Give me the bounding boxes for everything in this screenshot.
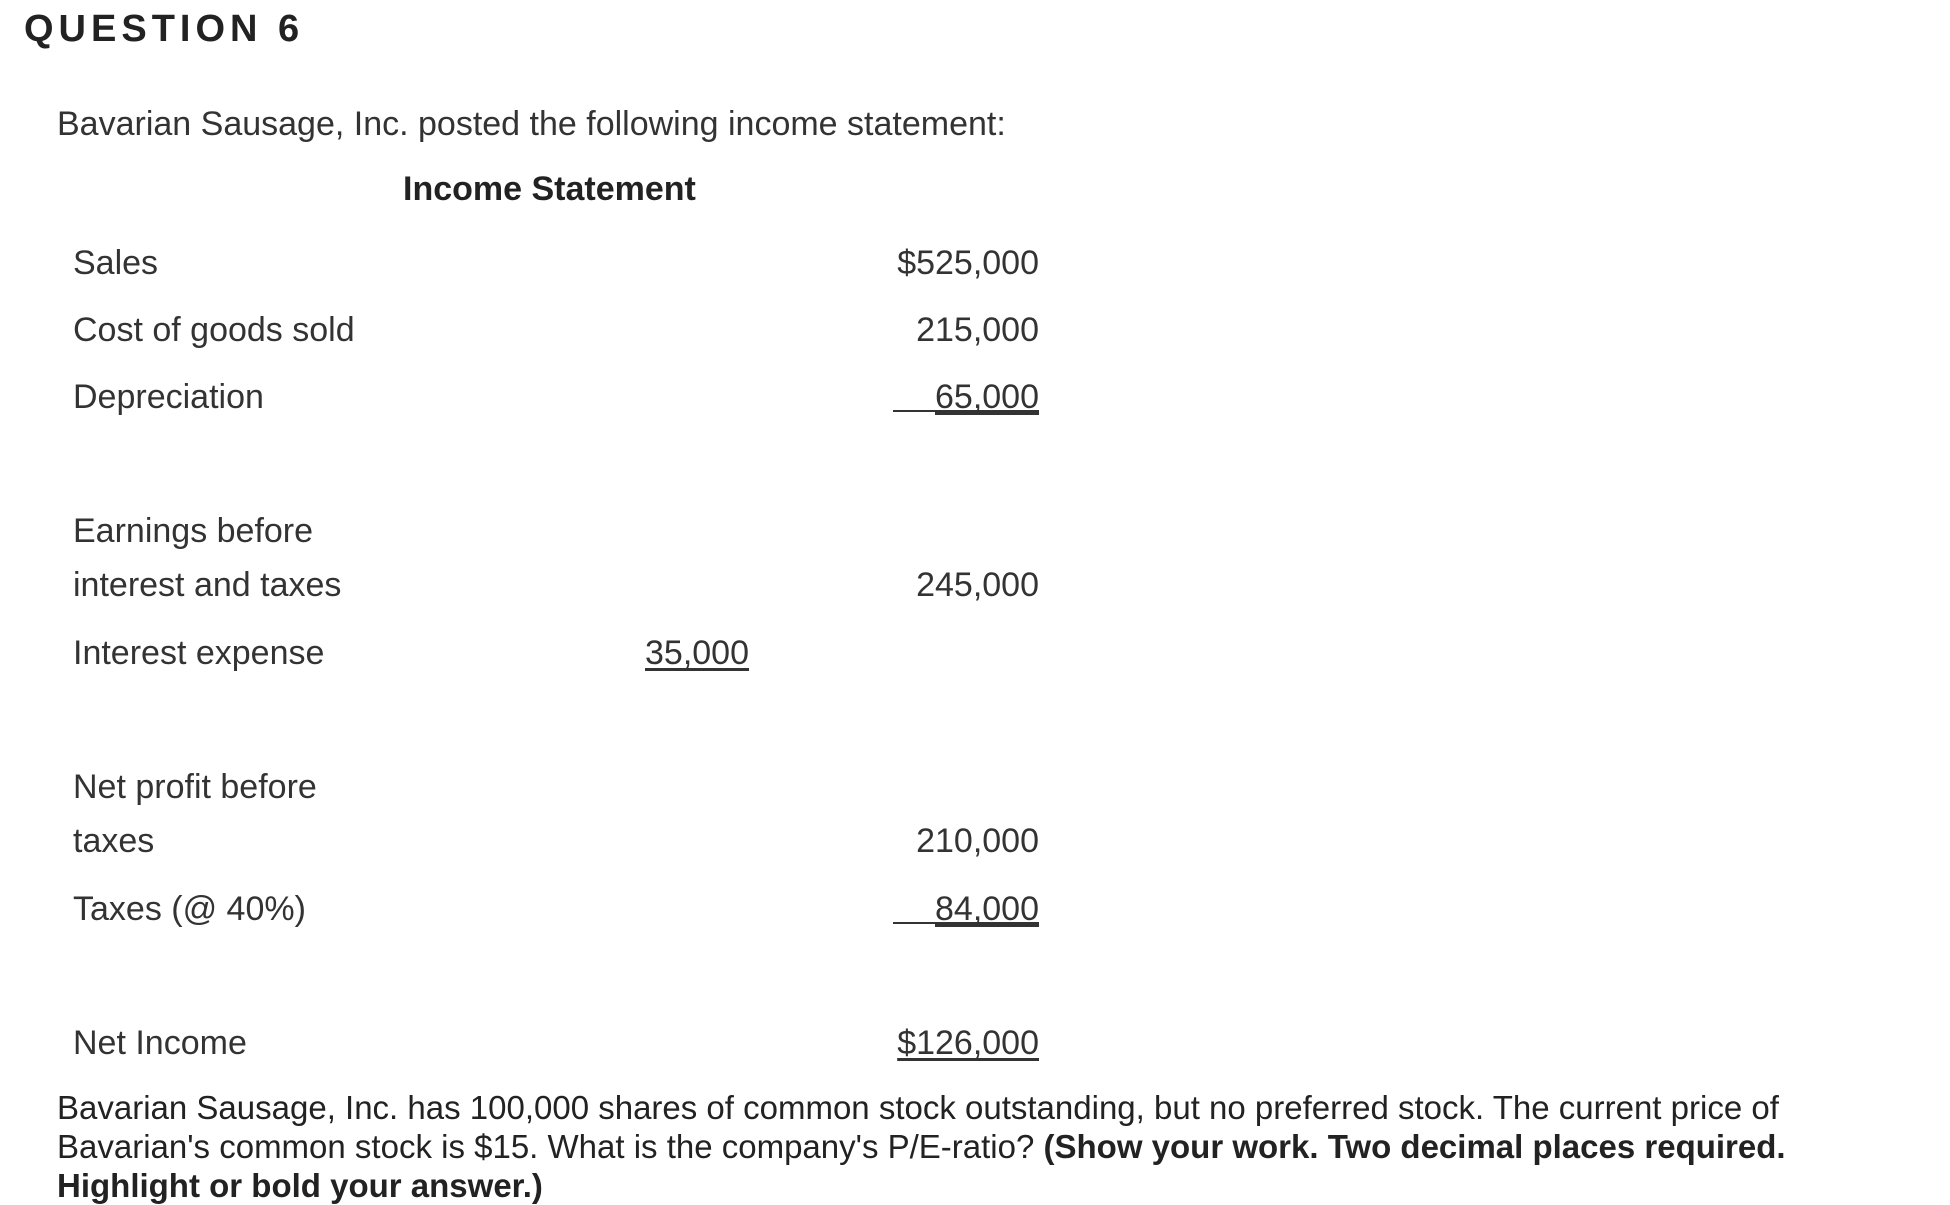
npbt-amount: 210,000 [916,822,1039,860]
ebit-label-line1: Earnings before [73,512,314,550]
taxes-label: Taxes (@ 40%) [73,890,306,928]
taxes-amount: 84,000 [935,890,1039,928]
depreciation-label: Depreciation [73,378,264,416]
net-income-label: Net Income [73,1024,247,1062]
cogs-label: Cost of goods sold [73,311,355,349]
prompt-text: Bavarian Sausage, Inc. has 100,000 shares of common stock outstanding, but no preferred stock. The current price of Bavarian's common stock is $15. What is the company's P/E-ratio? [57,1089,1779,1165]
npbt-label-line2: taxes [73,822,155,860]
net-income-amount: $126,000 [897,1024,1039,1062]
prompt-instruction: (Show your work. Two decimal places required. Highlight or bold your answer.) [57,1128,1786,1204]
sales-label: Sales [73,244,159,282]
question-prompt [57,1088,1927,1205]
income-statement-title: Income Statement [403,170,696,208]
depreciation-amount: 65,000 [935,378,1039,416]
cogs-amount: 215,000 [916,311,1039,349]
interest-label: Interest expense [73,634,325,672]
sales-amount: $525,000 [897,244,1039,282]
ebit-amount: 245,000 [916,566,1039,604]
interest-amount: 35,000 [645,634,749,672]
question-title: QUESTION 6 [24,8,305,50]
ebit-label-line2: interest and taxes [73,566,342,604]
question-intro: Bavarian Sausage, Inc. posted the following income statement: [57,105,1006,143]
npbt-label-line1: Net profit before [73,768,317,806]
